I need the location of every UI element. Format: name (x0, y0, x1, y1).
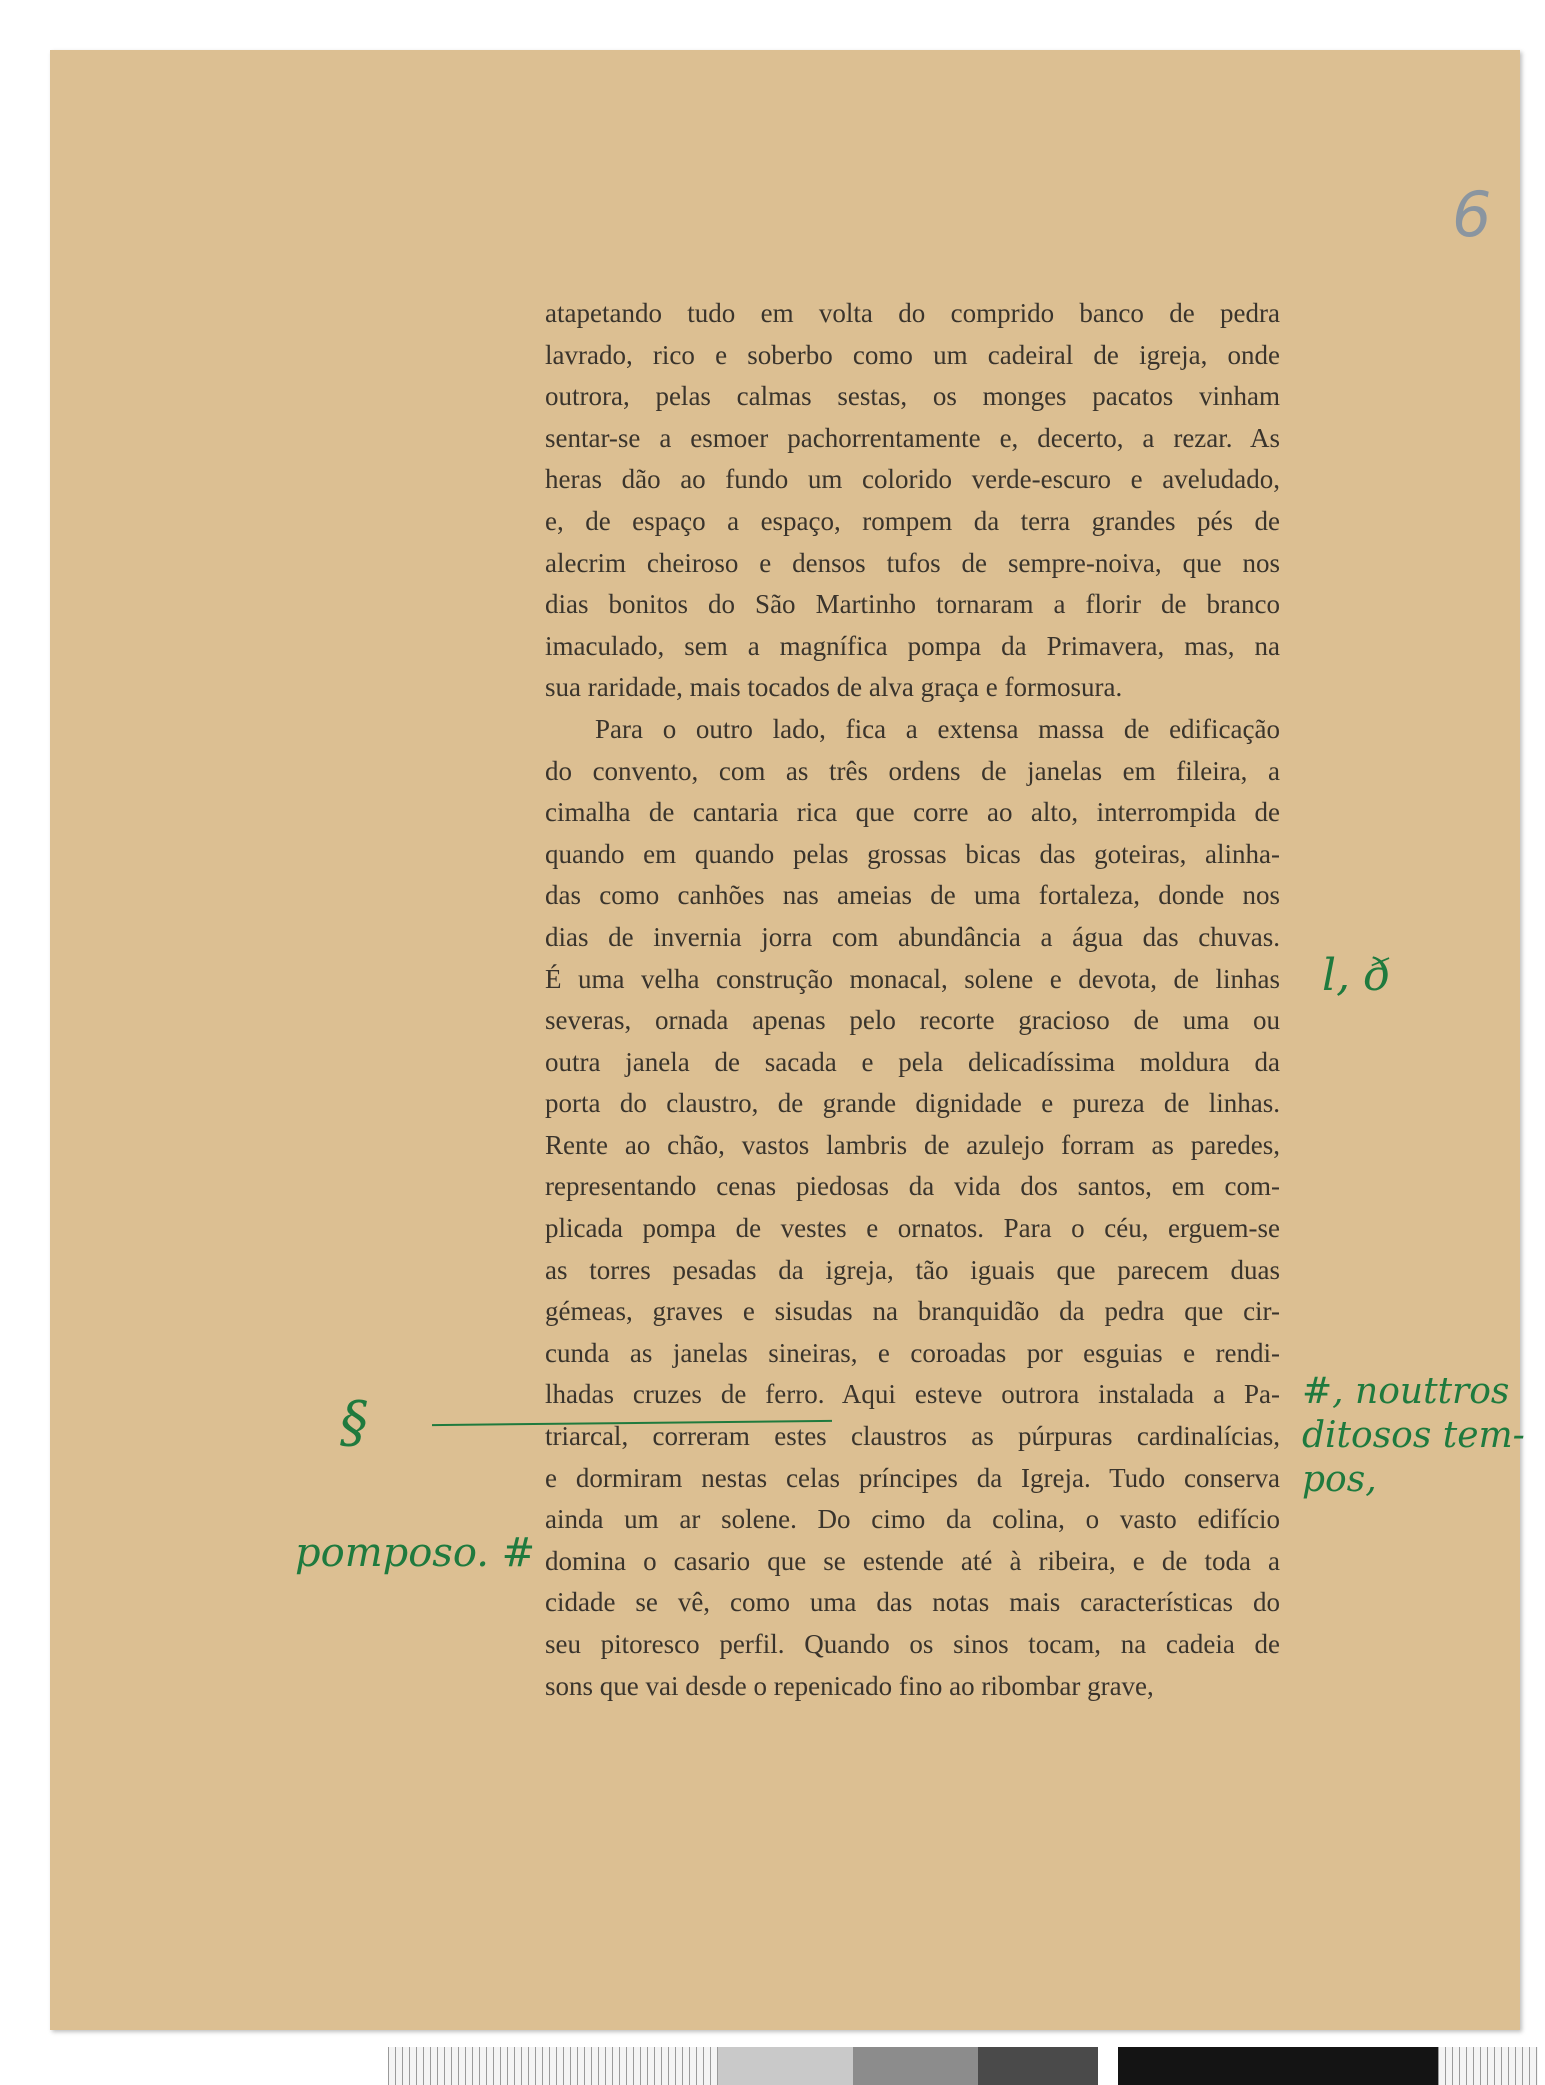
text-line: atapetando tudo em volta do comprido banco de pedra (545, 298, 1280, 328)
text-line: porta do claustro, de grande dignidade e pureza de linhas. (545, 1088, 1280, 1119)
text-line: cidade se vê, como uma das notas mais características do (545, 1587, 1280, 1618)
white-patch (1098, 2047, 1118, 2085)
text-line: outrora, pelas calmas sestas, os monges pacatos vinham (545, 381, 1280, 412)
margin-annotation-left: pomposo. # (295, 1530, 536, 1576)
text-line: gémeas, graves e sisudas na branquidão da pedra que cir- (545, 1296, 1280, 1327)
text-line: dias bonitos do São Martinho tornaram a florir de branco (545, 589, 1280, 620)
gray-patch (978, 2047, 1098, 2085)
page-number: 6 (1452, 178, 1492, 251)
text-line: as torres pesadas da igreja, tão iguais que parecem duas (545, 1254, 1280, 1285)
text-line: seu pitoresco perfil. Quando os sinos tocam, na cadeia de (545, 1629, 1280, 1659)
text-line: e, de espaço a espaço, rompem da terra grandes pés de (545, 505, 1280, 536)
text-line: sua raridade, mais tocados de alva graça e formosura. (545, 672, 1123, 703)
section-mark-annotation: § (340, 1390, 368, 1455)
ruler-ticks (1438, 2047, 1538, 2085)
text-line: lavrado, rico e soberbo como um cadeiral de igreja, onde (545, 339, 1280, 370)
color-calibration-ruler (388, 2047, 1538, 2085)
text-line: Para o outro lado, fica a extensa massa de edificação (595, 713, 1280, 744)
text-line: imaculado, sem a magnífica pompa da Primavera, mas, na (545, 630, 1280, 661)
text-line: alecrim cheiroso e densos tufos de sempre-noiva, que nos (545, 547, 1280, 578)
text-line: domina o casario que se estende até à ribeira, e de toda a (545, 1545, 1280, 1576)
gray-patch (718, 2047, 853, 2085)
text-line: quando em quando pelas grossas bicas das goteiras, alinha- (545, 838, 1280, 869)
text-line: lhadas cruzes de ferro. Aqui esteve outrora instalada a Pa- (545, 1379, 1280, 1410)
text-line: do convento, com as três ordens de janelas em fileira, a (545, 755, 1280, 786)
gray-patch (853, 2047, 978, 2085)
text-line: severas, ornada apenas pelo recorte gracioso de uma ou (545, 1005, 1280, 1036)
text-line: Rente ao chão, vastos lambris de azulejo forram as paredes, (545, 1129, 1280, 1160)
text-line: heras dão ao fundo um colorido verde-escuro e aveludado, (545, 464, 1280, 495)
ruler-ticks (388, 2047, 718, 2085)
text-line: das como canhões nas ameias de uma fortaleza, donde nos (545, 880, 1280, 911)
text-line: ainda um ar solene. Do cimo da colina, o vasto edifício (545, 1504, 1280, 1535)
text-line: sentar-se a esmoer pachorrentamente e, decerto, a rezar. As (545, 422, 1280, 453)
text-line: plicada pompa de vestes e ornatos. Para o céu, erguem-se (545, 1213, 1280, 1244)
margin-annotation-right-1: l, ð (1322, 950, 1391, 1001)
text-line: triarcal, correram estes claustros as púrpuras cardinalícias, (545, 1421, 1280, 1452)
text-line: cunda as janelas sineiras, e coroadas por esguias e rendi- (545, 1337, 1280, 1368)
text-line: outra janela de sacada e pela delicadíssima moldura da (545, 1046, 1280, 1077)
black-patch (1118, 2047, 1438, 2085)
text-line: É uma velha construção monacal, solene e devota, de linhas (545, 963, 1280, 994)
text-line: sons que vai desde o repenicado fino ao ribombar grave, (545, 1670, 1154, 1701)
text-line: cimalha de cantaria rica que corre ao alto, interrompida de (545, 797, 1280, 828)
margin-annotation-right-2: #, nouttros ditosos tem- pos, (1302, 1371, 1525, 1500)
text-line: representando cenas piedosas da vida dos santos, em com- (545, 1171, 1280, 1202)
text-line: e dormiram nestas celas príncipes da Igreja. Tudo conserva (545, 1462, 1280, 1493)
document-page (50, 50, 1525, 2030)
paragraph-1 (545, 293, 1280, 709)
body-text (545, 293, 1280, 1707)
text-line: dias de invernia jorra com abundância a água das chuvas. (545, 921, 1280, 952)
paragraph-2 (545, 709, 1280, 1707)
